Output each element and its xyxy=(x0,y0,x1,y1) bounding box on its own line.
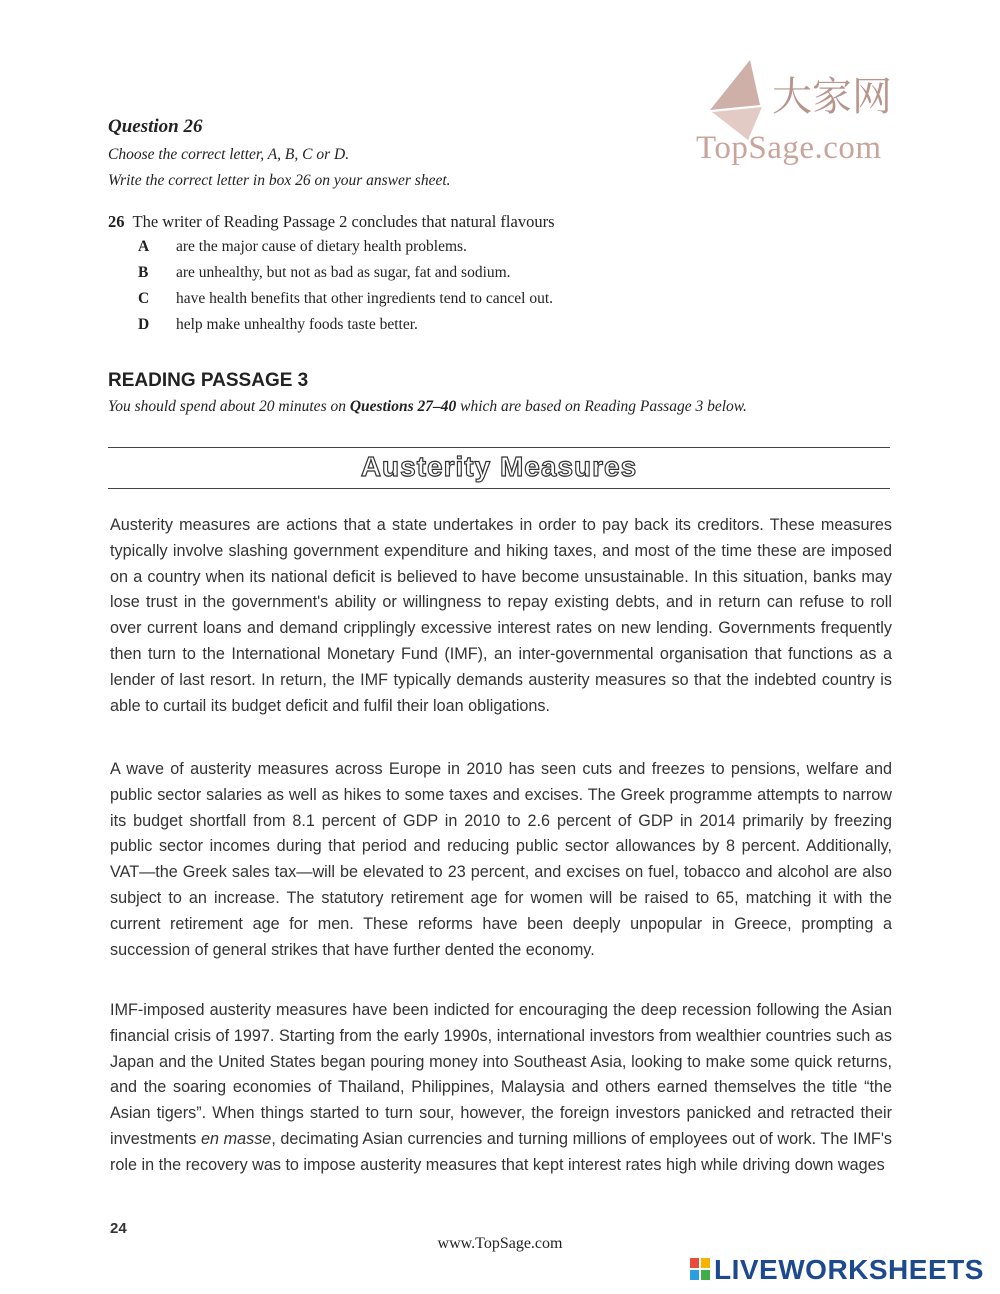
passage-instruction-pre: You should spend about 20 minutes on xyxy=(108,398,350,415)
divider-bottom xyxy=(108,488,890,489)
logo-text: TopSage.com xyxy=(696,130,882,166)
paragraph-2: A wave of austerity measures across Europe in 2010 has seen cuts and freezes to pensions, welfare and public sector salaries as well as hikes to some taxes and excises. The Greek programme attempts to narrow its budget shortfall from 8.1 percent of GDP in 2010 to 2.6 percent of GDP in 2014 primarily by freezing public sector incomes during that period and reducing public sector allowances by 8 percent. Additionally, VAT—the Greek sales tax—will be elevated to 23 percent, and excises on fuel, tobacco and alcohol are also subject to an increase. The statutory retirement age for women will be raised to 65, matching it with the current retirement age for men. These reforms have been deeply unpopular in Greece, prompting a succession of general strikes that have further dented the economy. xyxy=(110,760,892,959)
paragraph-3 xyxy=(110,998,892,1179)
option-text: are the major cause of dietary health problems. xyxy=(176,238,467,255)
footer-url[interactable]: www.TopSage.com xyxy=(437,1235,563,1252)
paragraph-3-italic: en masse xyxy=(201,1129,272,1148)
instruction-1: Choose the correct letter, A, B, C or D. xyxy=(108,146,350,163)
liveworksheets-icon xyxy=(690,1258,710,1280)
option-text: have health benefits that other ingredients tend to cancel out. xyxy=(176,290,554,307)
passage-instruction-questions: Questions 27–40 xyxy=(349,398,457,415)
question-number: 26 xyxy=(108,212,125,231)
passage-instruction xyxy=(108,398,747,416)
divider-top xyxy=(108,447,890,448)
svg-text:大家网: 大家网 xyxy=(772,74,892,120)
option-letter: D xyxy=(138,316,150,333)
question-title: Question 26 xyxy=(108,116,203,137)
option-text: help make unhealthy foods taste better. xyxy=(176,316,418,333)
option-letter: A xyxy=(138,238,150,255)
passage-title: Austerity Measures xyxy=(360,451,638,482)
option-text: are unhealthy, but not as bad as sugar, fat and sodium. xyxy=(176,264,511,281)
option-a[interactable] xyxy=(138,238,467,256)
question-stem xyxy=(108,212,555,232)
passage-label: READING PASSAGE 3 xyxy=(108,370,309,391)
option-letter: B xyxy=(138,264,149,281)
liveworksheets-brand[interactable]: LIVEWORKSHEETS xyxy=(714,1254,984,1285)
option-letter: C xyxy=(138,290,150,307)
paragraph-3-text: IMF-imposed austerity measures have been indicted for encouraging the deep recession following the Asian financial crisis of 1997. Starting from the early 1990s, international investors from wealthier countries such as Japan and the United States began pouring money into Southeast Asia, looking to make some quick returns, and the soaring economies of Thailand, Philippines, Malaysia and others earned themselves the title “the Asian tigers”. When things started to turn sour, however, the foreign investors panicked and retracted their investments xyxy=(110,1001,892,1148)
paragraph-3-text-end: , decimating Asian currencies and turning millions of employees out of work. The IMF's role in the recovery was to impose austerity measures that kept interest rates high while driving down wages xyxy=(110,1129,892,1174)
instruction-2: Write the correct letter in box 26 on your answer sheet. xyxy=(108,172,451,189)
question-text: The writer of Reading Passage 2 concludes that natural flavours xyxy=(132,212,555,231)
option-d[interactable] xyxy=(138,316,418,334)
page-number: 24 xyxy=(110,1220,127,1237)
option-c[interactable] xyxy=(138,290,553,308)
paragraph-1: Austerity measures are actions that a state undertakes in order to pay back its creditors. These measures typically involve slashing government expenditure and hiking taxes, and most of the time these are imposed on a country when its national deficit is believed to have become unsustainable. In this situation, banks may lose trust in the government's ability or willingness to repay existing debts, and in return can refuse to roll over current loans and demand cripplingly excessive interest rates on new lending. Governments frequently then turn to the International Monetary Fund (IMF), an inter-governmental organisation that functions as a lender of last resort. In return, the IMF typically demands austerity measures so that the indebted country is able to curtail its budget deficit and fulfil their loan obligations. xyxy=(110,516,892,715)
passage-instruction-post: which are based on Reading Passage 3 below. xyxy=(456,398,747,415)
option-b[interactable] xyxy=(138,264,511,282)
